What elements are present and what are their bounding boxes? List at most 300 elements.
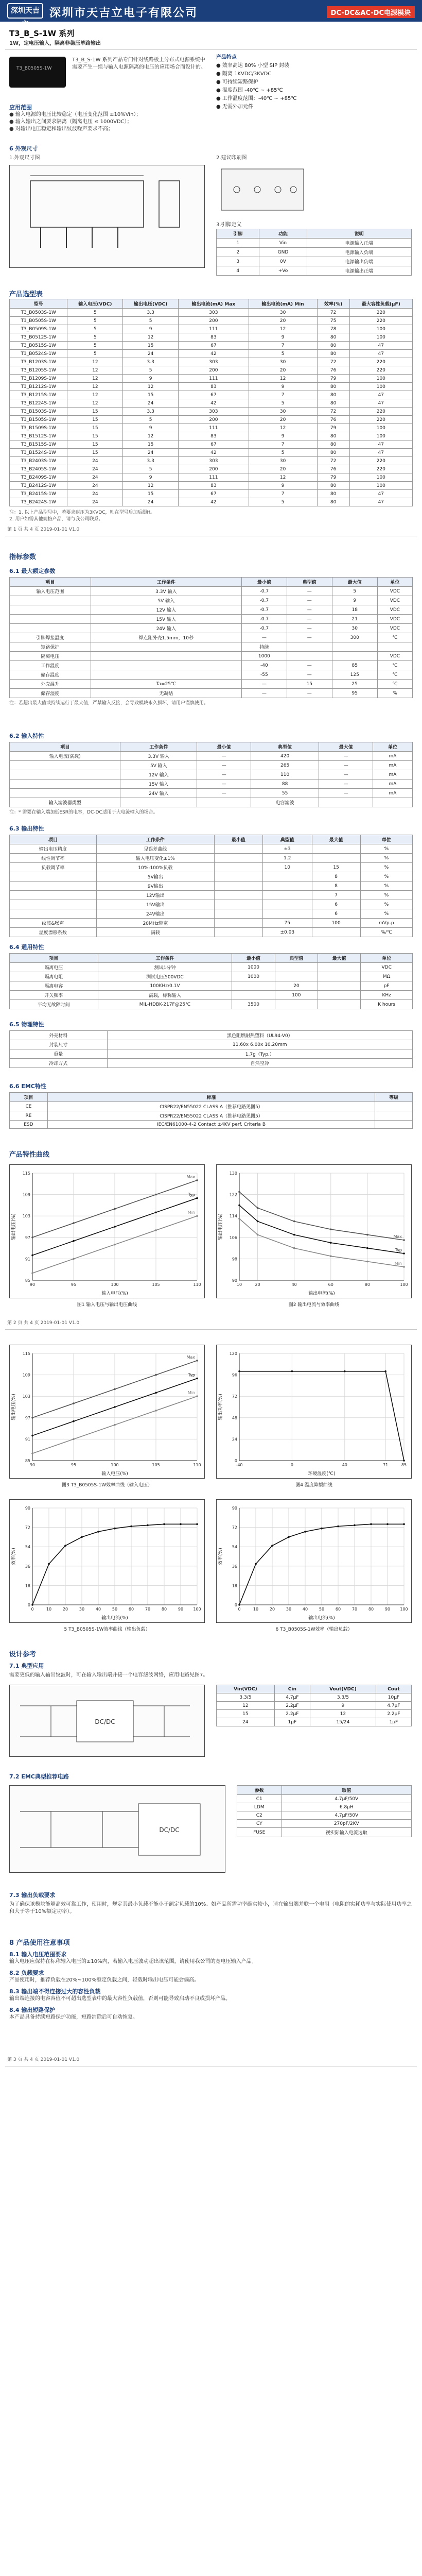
table-cell: mVp-p: [360, 919, 412, 928]
table-cell: —: [287, 689, 332, 698]
table-cell: 视实际输入电流选取: [282, 1828, 411, 1837]
design-title: 设计参考: [9, 1651, 37, 1658]
table-cell: 47: [349, 498, 412, 506]
table-cell: 72: [317, 457, 349, 465]
table-cell: 1: [217, 239, 259, 248]
table-cell: 220: [349, 416, 412, 424]
table-cell: [312, 844, 360, 854]
table-cell: 15: [123, 342, 179, 350]
table-cell: T3_B2403S-1W: [10, 457, 67, 465]
x-axis-label: 输入电压(%): [101, 1291, 128, 1296]
y-tick-label: 98: [232, 1257, 237, 1262]
table-row: [10, 366, 413, 375]
usage-sub: 8.2 负载要求: [9, 1970, 44, 1976]
spec-block-2: [9, 732, 413, 816]
table-row: [237, 1795, 412, 1803]
table-cell: 3500: [232, 1000, 275, 1009]
table-row: [10, 399, 413, 408]
data-point: [293, 1234, 295, 1236]
usage-title: 8 产品使用注意事项: [9, 1939, 70, 1947]
design-text: 需要更低的输入输出纹波时，可在输入输出端并接一个电容滤波网络，应用电路见图7。: [9, 1672, 208, 1678]
table-row: [10, 991, 413, 1000]
data-point: [403, 1252, 405, 1255]
table-cell: [10, 900, 97, 909]
series-subtitle: 1W，定电压输入，隔离非稳压单路输出: [9, 41, 101, 46]
table-cell: 持续: [241, 642, 287, 652]
table-row: [10, 1031, 413, 1040]
svg-text:DC/DC: DC/DC: [159, 1826, 180, 1834]
table-cell: 220: [349, 366, 412, 375]
table-cell: 12: [67, 383, 123, 391]
table-cell: 见误差曲线: [96, 844, 214, 854]
table-cell: 20: [249, 416, 317, 424]
spec-note: 注：* 需要在输入端加低ESR的电容，DC-DC适用于大电流输入的场合。: [9, 810, 158, 815]
data-point: [147, 1524, 149, 1527]
table-cell: VDC: [377, 587, 412, 596]
table-cell: 111: [179, 473, 249, 482]
table-cell: T3_B0512S-1W: [10, 333, 67, 342]
table-cell: [10, 882, 97, 891]
data-point: [304, 1531, 306, 1533]
table-cell: 420: [251, 752, 319, 761]
table-cell: mA: [373, 789, 412, 798]
table-cell: T3_B2412S-1W: [10, 482, 67, 490]
table-cell: 200: [179, 465, 249, 473]
table-cell: 短路保护: [10, 642, 91, 652]
series-line: [239, 1218, 404, 1267]
y-tick-label: 18: [25, 1583, 30, 1588]
table-cell: VDC: [377, 624, 412, 633]
x-tick-label: 85: [401, 1463, 407, 1467]
table-row: [217, 248, 412, 257]
table-cell: 电源输出正端: [307, 266, 411, 276]
table-cell: —: [197, 752, 251, 761]
table-row: [10, 391, 413, 399]
table-cell: LDM: [237, 1803, 282, 1811]
x-tick-label: 0: [31, 1607, 34, 1612]
table-cell: [275, 963, 318, 972]
data-point: [130, 1526, 132, 1528]
table-cell: 79: [317, 424, 349, 432]
emc-circuit: [9, 1785, 225, 1873]
table-cell: [375, 1102, 413, 1111]
table-cell: [318, 1000, 361, 1009]
data-point: [196, 1360, 198, 1362]
table-cell: %: [360, 882, 412, 891]
table-row: [10, 789, 413, 798]
x-tick-label: 95: [71, 1282, 77, 1287]
data-point: [238, 1370, 240, 1372]
table-cell: —: [319, 770, 373, 779]
table-row: [10, 661, 413, 670]
table-header: 工作条件: [98, 954, 232, 963]
table-cell: T3_B1209S-1W: [10, 375, 67, 383]
table-cell: 95: [332, 689, 377, 698]
x-tick-label: 90: [29, 1463, 36, 1467]
table-cell: [312, 854, 360, 863]
table-cell: 300: [332, 633, 377, 642]
table-cell: 303: [179, 457, 249, 465]
table-header: 项目: [10, 578, 91, 587]
x-tick-label: 30: [286, 1607, 292, 1612]
table-cell: 111: [179, 424, 249, 432]
y-tick-label: 103: [22, 1214, 30, 1219]
table-row: [10, 416, 413, 424]
table-cell: 42: [179, 399, 249, 408]
chart-4-svg: [217, 1345, 411, 1478]
y-tick-label: 90: [25, 1506, 30, 1511]
spec-table-2: [9, 742, 413, 807]
table-row: [10, 689, 413, 698]
selection-table-wrap: [9, 299, 413, 523]
table-header: 参数: [237, 1786, 282, 1795]
table-cell: 24: [67, 498, 123, 506]
table-row: [10, 779, 413, 789]
y-tick-label: 91: [25, 1257, 30, 1262]
table-cell: 80: [317, 498, 349, 506]
table-cell: 100: [349, 325, 412, 333]
table-cell: 输出电压精度: [10, 844, 97, 854]
data-point: [257, 1221, 259, 1223]
x-tick-label: 100: [400, 1607, 408, 1612]
data-point: [155, 1211, 157, 1213]
spec-block-3: [9, 824, 413, 937]
table-cell: %: [360, 844, 412, 854]
table-cell: 125: [332, 670, 377, 680]
data-point: [155, 1194, 157, 1196]
table-row: [10, 624, 413, 633]
table-cell: 5: [67, 309, 123, 317]
data-point: [238, 1218, 240, 1220]
table-cell: —: [287, 605, 332, 615]
table-cell: 18: [332, 605, 377, 615]
table-header: 最大值: [312, 835, 360, 844]
data-point: [114, 1208, 116, 1210]
chart-2-svg: [217, 1165, 411, 1298]
table-cell: ±0.03: [262, 928, 312, 937]
data-point: [403, 1460, 405, 1462]
table-cell: [214, 928, 262, 937]
table-cell: 30: [249, 309, 317, 317]
table-row: [10, 1111, 413, 1121]
usage-text: 产品使用时，推荐负载在20%~100%额定负载之间，轻载时输出电压可能会偏高。: [9, 1977, 200, 1983]
y-tick-label: 90: [232, 1506, 237, 1511]
table-cell: 76: [317, 465, 349, 473]
table-header: 项目: [10, 742, 120, 752]
feature-item: ● 效率高达 80% 小型 SIP 封装: [216, 63, 290, 69]
table-cell: 6: [312, 900, 360, 909]
table-header: 工作条件: [91, 578, 241, 587]
table-row: [10, 473, 413, 482]
product-image: T3_B0505S-1W: [9, 57, 66, 88]
table-cell: [91, 652, 241, 661]
table-cell: 83: [179, 333, 249, 342]
table-row: [10, 981, 413, 991]
data-point: [114, 1244, 116, 1246]
table-cell: T3_B1524S-1W: [10, 449, 67, 457]
pcb-svg: [216, 164, 407, 221]
y-tick-label: 72: [25, 1525, 30, 1530]
table-cell: [319, 798, 373, 807]
application-item: ● 输入输出之间要求隔离（隔离电压 ≤ 1000VDC）；: [9, 119, 132, 125]
data-point: [344, 1370, 346, 1372]
data-point: [257, 1234, 259, 1236]
chart-caption: 5 T3_B0505S-1W效率曲线（输出负载）: [64, 1627, 150, 1632]
data-point: [293, 1247, 295, 1249]
table-cell: 75: [317, 317, 349, 325]
table-cell: 24: [67, 490, 123, 498]
table-cell: ℃: [377, 670, 412, 680]
table-cell: 30: [249, 358, 317, 366]
table-row: [217, 257, 412, 266]
outline-sub1: 1.外观尺寸图: [9, 155, 40, 161]
x-tick-label: 10: [236, 1282, 242, 1287]
data-point: [196, 1179, 198, 1181]
x-tick-label: 80: [161, 1607, 167, 1612]
table-cell: 黑色阻燃耐热塑料（UL94-V0）: [107, 1031, 412, 1040]
data-point: [31, 1417, 33, 1419]
series-label: Max: [393, 1234, 402, 1239]
table-header: 最小值: [197, 742, 251, 752]
table-row: [10, 317, 413, 325]
y-tick-label: 120: [229, 1351, 237, 1356]
table-cell: —: [287, 633, 332, 642]
table-cell: 80: [317, 449, 349, 457]
table-cell: 24: [67, 482, 123, 490]
table-header: 型号: [10, 299, 67, 309]
usage-list: [9, 1950, 413, 2021]
table-cell: [373, 798, 412, 807]
table-header: 典型值: [287, 578, 332, 587]
data-point: [48, 1563, 50, 1565]
y-tick-label: 0: [234, 1603, 237, 1607]
table-cell: VDC: [377, 652, 412, 661]
data-point: [114, 1388, 116, 1391]
table-cell: [214, 882, 262, 891]
table-cell: 3.3: [123, 358, 179, 366]
table-cell: ℃: [377, 680, 412, 689]
product-tagline: DC-DC&AC-DC电源模块: [327, 6, 415, 18]
x-tick-label: 105: [152, 1463, 160, 1467]
table-cell: IEC/EN61000-4-2 Contact ±4KV perf. Criteria B: [47, 1121, 375, 1129]
x-tick-label: 95: [71, 1463, 77, 1467]
data-point: [366, 1234, 368, 1236]
table-cell: 12: [123, 383, 179, 391]
x-tick-label: 10: [46, 1607, 52, 1612]
table-cell: %: [377, 689, 412, 698]
table-cell: 100: [349, 432, 412, 440]
series-label: Min: [394, 1261, 402, 1266]
table-cell: 1.7g（Typ.）: [107, 1049, 412, 1059]
table-cell: 3.3/5: [310, 1693, 376, 1702]
selection-head: [10, 299, 413, 309]
data-point: [403, 1239, 405, 1241]
table-row: [10, 1040, 413, 1049]
data-point: [73, 1438, 75, 1440]
x-tick-label: 105: [152, 1282, 160, 1287]
table-cell: 15: [67, 416, 123, 424]
table-cell: 10%-100%负载: [96, 863, 214, 872]
table-row: [10, 457, 413, 465]
chart-caption: 图1 输入电压与输出电压曲线: [77, 1302, 137, 1308]
x-tick-label: 100: [111, 1463, 119, 1467]
table-cell: 2.2μF: [274, 1710, 310, 1718]
table-cell: 20: [249, 465, 317, 473]
table-cell: 270pF/2KV: [282, 1820, 411, 1828]
table-cell: 80: [317, 383, 349, 391]
chart-4: [216, 1345, 412, 1479]
data-point: [155, 1229, 157, 1231]
table-header: 项目: [10, 835, 97, 844]
table-row: [10, 615, 413, 624]
data-point: [386, 1523, 389, 1526]
table-row: [10, 309, 413, 317]
chart-5: [9, 1499, 205, 1623]
table-cell: [262, 909, 312, 919]
pin-title: 3.引脚定义: [216, 222, 242, 228]
y-tick-label: 0: [234, 1459, 237, 1463]
header-band: [0, 0, 422, 28]
table-row: [10, 1121, 413, 1129]
table-header: 工作条件: [96, 835, 214, 844]
table-cell: 引脚焊接温度: [10, 633, 91, 642]
table-cell: 12V 输入: [120, 770, 197, 779]
table-cell: 电源输出负端: [307, 257, 411, 266]
table-cell: 15V输出: [96, 900, 214, 909]
feature-item: ● 隔离 1KVDC/3KVDC: [216, 71, 272, 77]
table-row: [10, 1102, 413, 1111]
y-tick-label: 114: [229, 1214, 237, 1219]
table-row: [10, 963, 413, 972]
x-axis-label: 环境温度(℃): [308, 1471, 336, 1477]
table-cell: [91, 642, 241, 652]
table-cell: 83: [179, 383, 249, 391]
table-cell: T3_B0505S-1W: [10, 317, 67, 325]
table-cell: 1000: [241, 652, 287, 661]
table-row: [10, 408, 413, 416]
y-tick-label: 72: [232, 1525, 237, 1530]
table-header: 引脚: [217, 229, 259, 239]
series-label: Max: [186, 1174, 195, 1179]
table-cell: 6: [312, 909, 360, 919]
applications-section: [9, 103, 411, 133]
table-cell: 5: [67, 333, 123, 342]
table-cell: 76: [317, 416, 349, 424]
data-point: [288, 1536, 290, 1538]
table-cell: 47: [349, 490, 412, 498]
table-row: [10, 490, 413, 498]
table-cell: T3_B1212S-1W: [10, 383, 67, 391]
table-row: [10, 909, 413, 919]
table-cell: 1000: [232, 972, 275, 981]
table-cell: -0.7: [241, 605, 287, 615]
table-cell: [10, 891, 97, 900]
table-cell: 220: [349, 358, 412, 366]
table-cell: T3_B0509S-1W: [10, 325, 67, 333]
table-cell: 9: [332, 596, 377, 605]
table-cell: 12: [123, 432, 179, 440]
chart-caption: 图2 输出电流与效率曲线: [288, 1302, 340, 1308]
table-cell: 5V 输入: [120, 761, 197, 770]
x-tick-label: 70: [351, 1607, 358, 1612]
table-cell: 72: [317, 309, 349, 317]
table-row: [10, 761, 413, 770]
table-cell: 111: [179, 325, 249, 333]
pin-body: [217, 239, 412, 276]
data-point: [31, 1604, 33, 1606]
table-cell: [120, 798, 197, 807]
table-cell: 100: [349, 424, 412, 432]
table-cell: —: [319, 789, 373, 798]
table-cell: 5: [67, 325, 123, 333]
table-cell: ±3: [262, 844, 312, 854]
table-cell: [10, 596, 91, 605]
y-tick-label: 103: [22, 1394, 30, 1399]
table-header: 最小值: [241, 578, 287, 587]
table-header: 典型值: [251, 742, 319, 752]
series-label: Typ: [395, 1248, 402, 1252]
table-cell: 15: [287, 680, 332, 689]
table-cell: —: [319, 761, 373, 770]
table-cell: %/℃: [360, 928, 412, 937]
table-cell: 11.60x 6.00x 10.20mm: [107, 1040, 412, 1049]
x-tick-label: 20: [62, 1607, 68, 1612]
table-cell: [232, 991, 275, 1000]
data-point: [31, 1255, 33, 1257]
selection-title: 产品选型表: [9, 291, 43, 298]
table-row: [10, 928, 413, 937]
table-cell: 开关频率: [10, 991, 98, 1000]
table-cell: ESD: [10, 1121, 48, 1129]
data-point: [403, 1523, 405, 1526]
table-cell: 9: [249, 383, 317, 391]
spec-sub-title: 6.2 输入特性: [9, 733, 44, 739]
intro-text: T3_B_S-1W 系列产品专门针对线路板上分布式电源系统中需要产生一组与输入电源隔离的电压的应用场合而设计的。: [72, 57, 206, 70]
table-cell: CE: [10, 1102, 48, 1111]
chart-6: [216, 1499, 412, 1623]
data-point: [114, 1424, 116, 1426]
emc-table-wrap: [237, 1785, 412, 1837]
table-cell: 88: [251, 779, 319, 789]
series-line: [239, 1371, 404, 1461]
table-cell: -0.7: [241, 587, 287, 596]
y-tick-label: 72: [232, 1394, 237, 1399]
table-cell: [214, 919, 262, 928]
table-cell: —: [197, 789, 251, 798]
x-tick-label: 0: [238, 1607, 241, 1612]
y-tick-label: 54: [232, 1545, 237, 1550]
table-cell: -0.7: [241, 624, 287, 633]
table-header: 最大值: [318, 954, 361, 963]
table-cell: 76: [317, 366, 349, 375]
x-tick-label: 90: [29, 1282, 36, 1287]
table-row: [10, 375, 413, 383]
application-item: ● 对输出电压稳定和输出纹波噪声要求不高；: [9, 126, 113, 132]
table-cell: 220: [349, 465, 412, 473]
table-cell: [10, 872, 97, 882]
features-title: 产品特点: [216, 55, 237, 60]
table-cell: 9: [123, 375, 179, 383]
table-cell: 12: [123, 333, 179, 342]
y-tick-label: 18: [232, 1583, 237, 1588]
table-cell: 100: [349, 375, 412, 383]
table-cell: —: [287, 615, 332, 624]
table-row: [237, 1820, 412, 1828]
table-cell: 15: [123, 440, 179, 449]
table-cell: [214, 844, 262, 854]
table-header: 功能: [259, 229, 307, 239]
chart-2: [216, 1164, 412, 1298]
